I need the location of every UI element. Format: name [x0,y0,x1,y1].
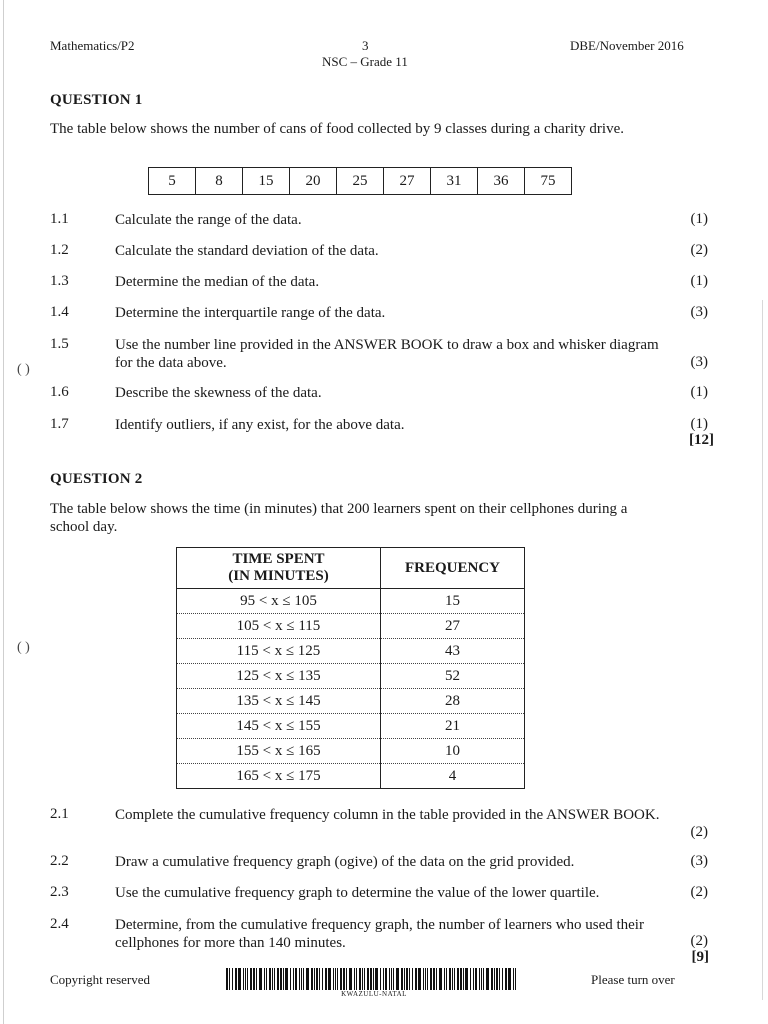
barcode-bar [293,968,294,990]
barcode-bar [505,968,507,990]
barcode-bar [272,968,273,990]
header-grade: NSC – Grade 11 [322,54,408,69]
barcode-bar [515,968,516,990]
question-2-total: [9] [691,949,709,965]
item-text: Use the cumulative frequency graph to determine the value of the lower quartile. [115,885,600,901]
item-number: 1.4 [50,304,69,320]
barcode-bar [479,968,480,990]
barcode-bar [383,968,384,990]
barcode-bar [430,968,432,990]
question-1-intro: The table below shows the number of cans of food collected by 9 classes during a charity drive. [50,121,624,137]
frequency-cell: 15 [381,589,525,614]
barcode-bar [325,968,327,990]
q1-data-table [148,167,572,195]
barcode-bar [457,968,459,990]
question-1-title: QUESTION 1 [50,92,143,108]
barcode-bar [259,968,262,990]
page-edge-line [762,300,763,1000]
barcode-bar [508,968,511,990]
table-row [177,589,525,614]
barcode-bar [280,968,282,990]
barcode-bar [314,968,315,990]
item-marks: (1) [690,384,708,400]
barcode-bar [337,968,338,990]
interval-cell: 105 < x ≤ 115 [177,614,381,639]
frequency-cell: 10 [381,739,525,764]
barcode-bar [335,968,336,990]
barcode-bar [264,968,265,990]
barcode-bar [439,968,442,990]
item-marks: (1) [690,416,708,432]
table-row [177,614,525,639]
barcode-bar [232,968,233,990]
item-number: 1.6 [50,384,69,400]
barcode-bar [393,968,394,990]
interval-cell: 155 < x ≤ 165 [177,739,381,764]
barcode-bar [385,968,387,990]
barcode-bar [328,968,331,990]
data-cell: 75 [525,168,572,195]
barcode-bar [247,968,248,990]
interval-cell: 135 < x ≤ 145 [177,689,381,714]
item-text: Calculate the standard deviation of the data. [115,243,379,259]
barcode-bar [404,968,405,990]
frequency-cell: 52 [381,664,525,689]
table-row [177,714,525,739]
page-edge-line [3,0,4,1024]
barcode-bar [409,968,410,990]
barcode-bar [283,968,284,990]
item-number: 2.4 [50,916,69,932]
barcode-bar [433,968,435,990]
barcode-bar [473,968,474,990]
col-header-time-line1: TIME SPENT [232,551,325,567]
barcode-bar [340,968,342,990]
barcode-bar [502,968,503,990]
item-number: 2.3 [50,884,69,900]
barcode-bar [406,968,408,990]
question-2-title: QUESTION 2 [50,471,143,487]
barcode-bar [375,968,378,990]
barcode-bar [494,968,495,990]
table-header-row [177,548,525,589]
barcode-bar [303,968,304,990]
barcode-bar [496,968,498,990]
item-number: 1.2 [50,242,69,258]
barcode-bar [356,968,357,990]
table-row [177,689,525,714]
data-cell: 27 [384,168,431,195]
item-marks: (3) [690,853,708,869]
item-marks: (1) [690,273,708,289]
item-text: Describe the skewness of the data. [115,385,322,401]
table-row [177,664,525,689]
item-marks: (2) [690,884,708,900]
barcode-caption: KWAZULU-NATAL [341,990,407,998]
barcode-bar [238,968,241,990]
item-number: 1.1 [50,211,69,227]
barcode-bar [269,968,271,990]
frequency-cell: 4 [381,764,525,789]
item-text: Use the number line provided in the ANSWER BOOK to draw a box and whisker diagram for the data above. [115,337,659,371]
item-text: Complete the cumulative frequency column in the table provided in the ANSWER BOOK. [115,807,660,823]
barcode-bar [418,968,421,990]
barcode-bar [465,968,468,990]
barcode-bar [454,968,455,990]
data-cell: 5 [149,168,196,195]
barcode-bar [256,968,257,990]
item-text: Calculate the range of the data. [115,212,302,228]
barcode-bar [475,968,477,990]
barcode-bar [277,968,279,990]
item-text: Determine the median of the data. [115,274,320,290]
barcode-bar [253,968,255,990]
barcode-bar [483,968,484,990]
interval-cell: 165 < x ≤ 175 [177,764,381,789]
barcode-bar [470,968,471,990]
barcode-bar [481,968,482,990]
item-marks: (2) [690,824,708,840]
frequency-cell: 28 [381,689,525,714]
barcode-bar [412,968,413,990]
data-cell: 20 [290,168,337,195]
item-number: 2.1 [50,806,69,822]
punch-hole-mark: ( ) [17,362,30,377]
barcode-bar [396,968,399,990]
barcode-bar [513,968,514,990]
barcode-bar [311,968,313,990]
data-cell: 8 [196,168,243,195]
barcode-bar [491,968,493,990]
barcode-bar [367,968,369,990]
barcode-bar [415,968,417,990]
barcode-bar [343,968,345,990]
item-number: 1.3 [50,273,69,289]
barcode-bar [391,968,392,990]
barcode-bar [499,968,500,990]
footer-copyright: Copyright reserved [50,972,151,987]
table-row [177,764,525,789]
barcode-bars [226,968,522,990]
barcode-bar [295,968,297,990]
barcode-bar [229,968,230,990]
barcode-bar [290,968,291,990]
barcode-bar [306,968,309,990]
frequency-table [176,547,525,789]
page-number: 3 [362,38,369,53]
barcode-bar [436,968,437,990]
barcode-bar [285,968,288,990]
barcode-bar [446,968,447,990]
barcode-bar [250,968,252,990]
barcode-bar [333,968,334,990]
barcode-bar [301,968,302,990]
barcode-bar [486,968,489,990]
frequency-cell: 43 [381,639,525,664]
barcode-bar [452,968,453,990]
barcode-bar [364,968,365,990]
interval-cell: 145 < x ≤ 155 [177,714,381,739]
item-marks: (3) [690,354,708,370]
interval-cell: 115 < x ≤ 125 [177,639,381,664]
barcode-bar [354,968,355,990]
item-number: 1.7 [50,416,69,432]
col-header-frequency: FREQUENCY [381,548,525,589]
barcode-bar [380,968,381,990]
barcode-bar [373,968,374,990]
barcode-bar [444,968,445,990]
barcode-bar [423,968,424,990]
barcode-bar [319,968,320,990]
barcode-bar [362,968,363,990]
barcode-bar [346,968,347,990]
item-marks: (2) [690,242,708,258]
question-1-total: [12] [689,432,714,448]
barcode-bar [243,968,244,990]
barcode-bar [449,968,451,990]
frequency-cell: 27 [381,614,525,639]
data-cell: 25 [337,168,384,195]
item-text: Determine, from the cumulative frequency graph, the number of learners who used their cellphones for more than 140 minutes. [115,917,644,951]
barcode-bar [245,968,246,990]
header-date: DBE/November 2016 [570,38,684,53]
barcode-bar [359,968,361,990]
item-marks: (1) [690,211,708,227]
data-cell: 15 [243,168,290,195]
barcode-bar [425,968,426,990]
item-number: 1.5 [50,336,69,352]
interval-cell: 95 < x ≤ 105 [177,589,381,614]
barcode-bar [349,968,352,990]
data-cell: 36 [478,168,525,195]
barcode-bar [322,968,323,990]
item-text: Draw a cumulative frequency graph (ogive) of the data on the grid provided. [115,854,575,870]
barcode-bar [299,968,300,990]
item-marks: (2) [690,933,708,949]
barcode-bar [370,968,372,990]
data-cell: 31 [431,168,478,195]
col-header-time [177,548,381,589]
barcode-bar [274,968,275,990]
q1-data-row [149,168,572,195]
footer-turn-over: Please turn over [591,972,675,987]
frequency-cell: 21 [381,714,525,739]
item-number: 2.2 [50,853,69,869]
interval-cell: 125 < x ≤ 135 [177,664,381,689]
barcode-bar [235,968,237,990]
col-header-time-line2: (IN MINUTES) [228,568,329,584]
table-row [177,739,525,764]
item-marks: (3) [690,304,708,320]
barcode [226,968,522,998]
punch-hole-mark: ( ) [17,640,30,655]
header-subject: Mathematics/P2 [50,38,135,53]
barcode-bar [389,968,390,990]
barcode-bar [266,968,267,990]
item-text: Determine the interquartile range of the data. [115,305,386,321]
question-2-intro: The table below shows the time (in minutes) that 200 learners spent on their cellphones during a school day. [50,501,628,535]
barcode-bar [226,968,228,990]
barcode-bar [401,968,403,990]
barcode-bar [427,968,428,990]
barcode-bar [460,968,462,990]
barcode-bar [316,968,318,990]
item-text: Identify outliers, if any exist, for the above data. [115,417,405,433]
table-row [177,639,525,664]
barcode-bar [463,968,464,990]
